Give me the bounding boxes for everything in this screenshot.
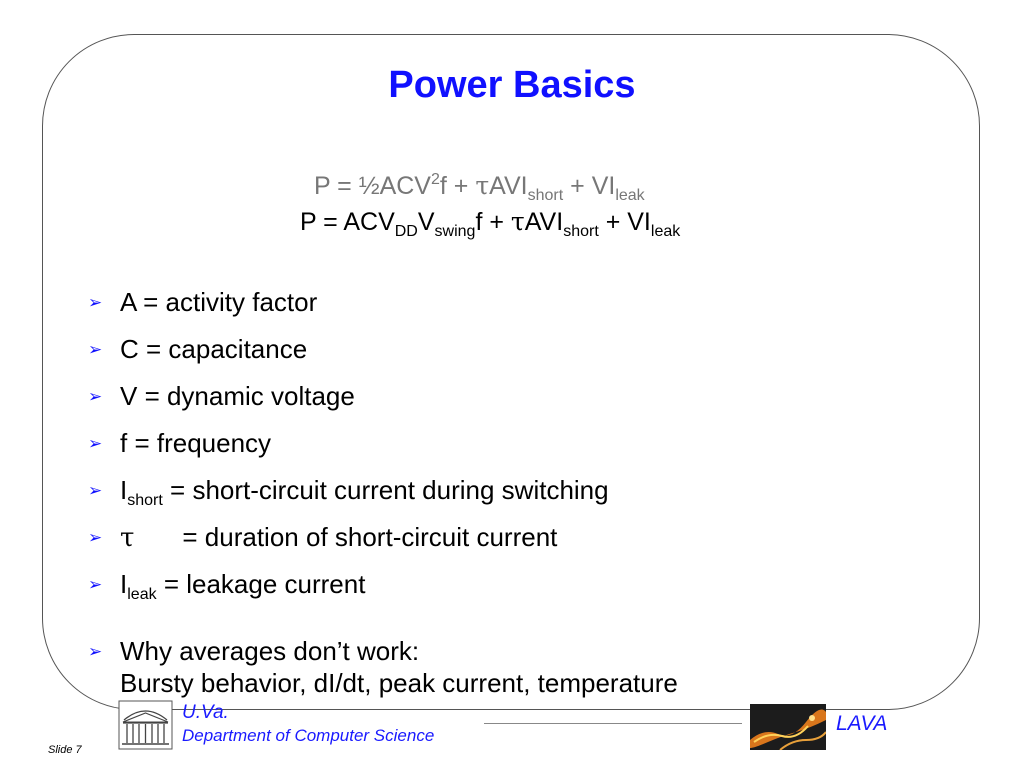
arrow-bullet-icon: ➢ <box>88 293 103 312</box>
list-item: ➢ τ = duration of short-circuit current <box>88 522 558 553</box>
slide-title: Power Basics <box>388 64 636 106</box>
power-equation-1: $P = \frac{1}{2}ACV^2f + \tau AVI_{short} + VI_{leak}$ <box>314 171 645 204</box>
list-item: ➢ $I_{leak}$ = leakage current <box>88 569 366 603</box>
arrow-bullet-icon: ➢ <box>88 481 103 500</box>
arrow-bullet-icon: ➢ <box>88 528 103 547</box>
slide-number: Slide 7 <box>48 744 82 756</box>
arrow-bullet-icon: ➢ <box>88 642 103 661</box>
list-item: ➢ $I_{short}$ = short-circuit current during switching <box>88 475 609 509</box>
footer-divider <box>484 723 742 724</box>
footer-uva: U.Va. <box>182 702 229 723</box>
rotunda-logo <box>118 700 173 750</box>
footer-lava: LAVA <box>836 712 888 735</box>
list-item: ➢ A = activity factor <box>88 287 318 317</box>
footer-department: Department of Computer Science <box>182 726 435 745</box>
list-item-why-averages: ➢ Why averages don’t work: Bursty behavior, dI/dt, peak current, temperature <box>88 636 678 698</box>
list-item: ➢ V = dynamic voltage <box>88 381 355 411</box>
arrow-bullet-icon: ➢ <box>88 387 103 406</box>
power-equation-2: $P = ACV_{DD}V_{swing}f + \tau AVI_{short} + VI_{leak}$ <box>300 207 681 240</box>
definitions-list <box>88 286 678 699</box>
list-item: ➢ f = frequency <box>88 428 272 458</box>
lava-photo <box>750 704 826 750</box>
arrow-bullet-icon: ➢ <box>88 575 103 594</box>
arrow-bullet-icon: ➢ <box>88 434 103 453</box>
list-item: ➢ C = capacitance <box>88 334 308 364</box>
arrow-bullet-icon: ➢ <box>88 340 103 359</box>
